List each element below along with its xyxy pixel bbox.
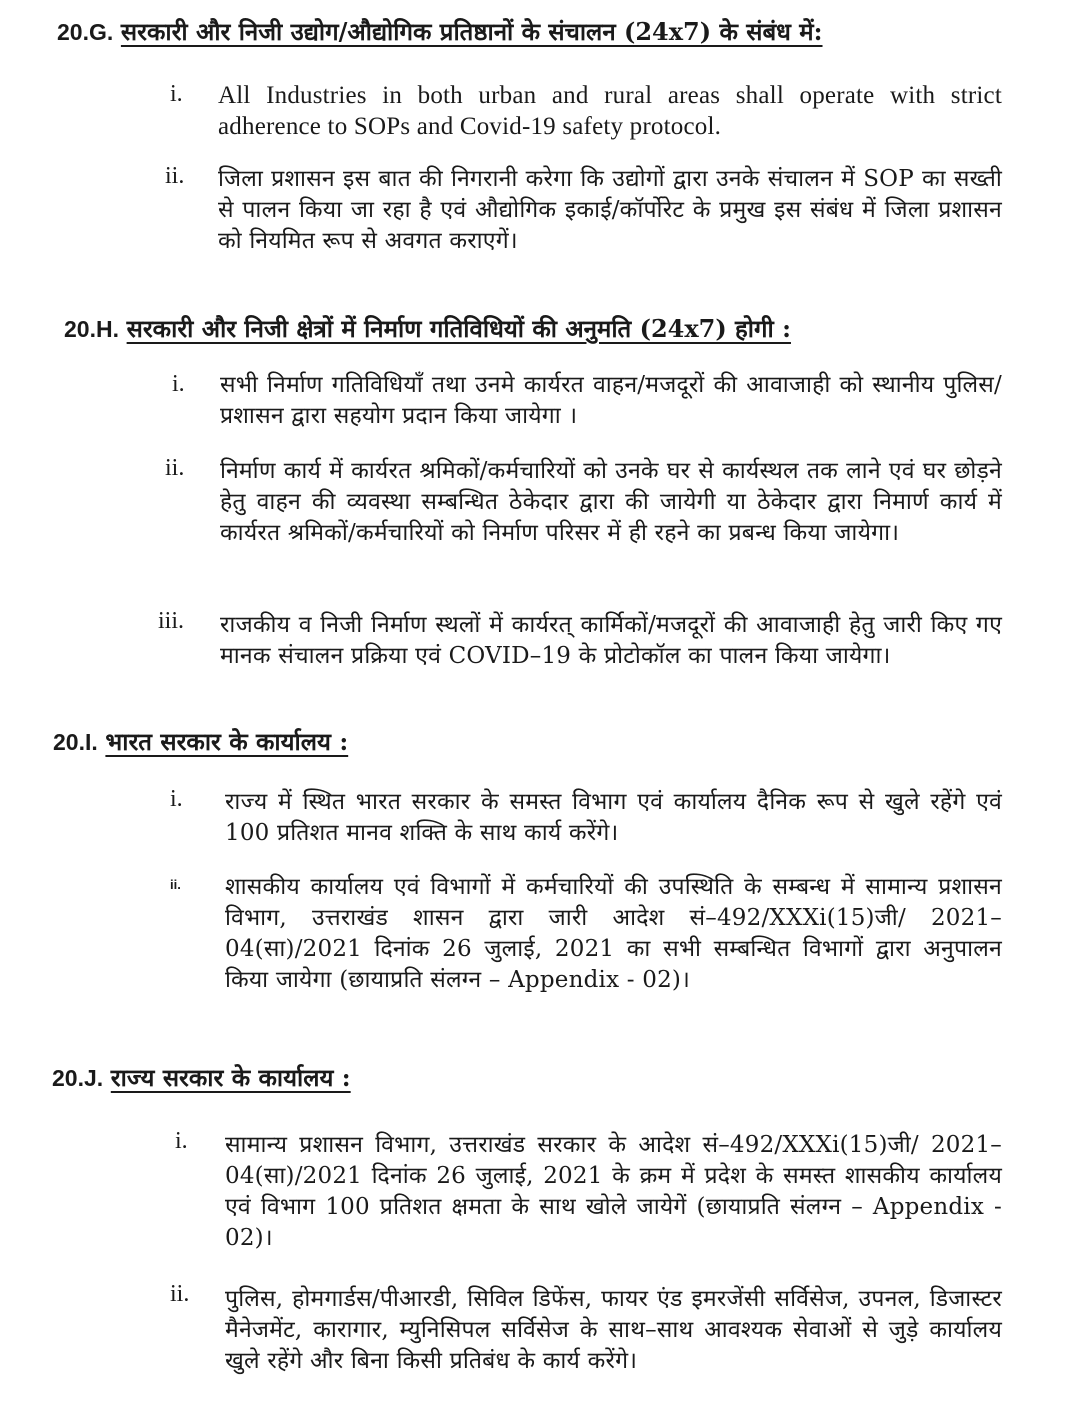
item-text: राजकीय व निजी निर्माण स्थलों में कार्यरत् कार्मिकों/मजदूरों की आवाजाही हेतु जारी किए गए मानक संचालन प्रक्रिया एवं COVID–19 के प्रोटोकॉल का पालन किया जायेगा।: [220, 612, 1002, 669]
item-marker: ii.: [165, 455, 185, 481]
item-marker: i.: [170, 81, 183, 107]
item-text: राज्य में स्थित भारत सरकार के समस्त विभाग एवं कार्यालय दैनिक रूप से खुले रहेंगे एवं 100 प्रतिशत मानव शक्ति के साथ कार्य करेंगे।: [225, 789, 1002, 846]
list-item: [220, 370, 1002, 432]
section-number: 20.G.: [57, 19, 114, 45]
item-text: शासकीय कार्यालय एवं विभागों में कर्मचारियों की उपस्थिति के सम्बन्ध में सामान्य प्रशासन विभाग, उत्तराखंड शासन द्वारा जारी आदेश सं–492/XXXi(15)जी/ 2021–04(सा)/2021 दिनांक 26 जुलाई, 2021 का सभी सम्बन्धित विभागों द्वारा अनुपालन किया जायेगा (छायाप्रति संलग्न – Appendix - 02)।: [225, 874, 1002, 993]
item-marker: ii.: [165, 163, 185, 189]
item-text: निर्माण कार्य में कार्यरत श्रमिकों/कर्मचारियों को उनके घर से कार्यस्थल तक लाने एवं घर छोड़ने हेतु वाहन की व्यवस्था सम्बन्धित ठेकेदार द्वारा की जायेगी या ठेकेदार द्वारा निमार्ण कार्य में कार्यरत श्रमिकों/कर्मचारियों को निर्माण परिसर में ही रहने का प्रबन्ध किया जायेगा।: [220, 458, 1002, 546]
section-title: सरकारी और निजी उद्योग/औद्योगिक प्रतिष्ठानों के संचालन (24x7) के संबंध में:: [120, 17, 823, 46]
list-item: [225, 1284, 1002, 1377]
section-title: राज्य सरकार के कार्यालय :: [110, 1063, 351, 1092]
item-text: पुलिस, होमगार्डस/पीआरडी, सिविल डिफेंस, फायर एंड इमरजेंसी सर्विसेज, उपनल, डिजास्टर मैनेजमेंट, कारागार, म्युनिसिपल सर्विसेज के साथ–साथ आवश्यक सेवाओं से जुड़े कार्यालय खुले रहेंगे और बिना किसी प्रतिबंध के कार्य करेंगे।: [225, 1286, 1002, 1374]
list-item: [218, 164, 1002, 257]
item-marker: ii.: [170, 877, 181, 892]
list-item: [218, 80, 1002, 142]
section-number: 20.H.: [64, 316, 119, 342]
item-text: जिला प्रशासन इस बात की निगरानी करेगा कि उद्योगों द्वारा उनके संचालन में SOP का सख्ती से पालन किया जा रहा है एवं औद्योगिक इकाई/कॉर्पोरेट के प्रमुख इस संबंध में जिला प्रशासन को नियमित रूप से अवगत कराएगें।: [218, 166, 1002, 254]
list-item: [225, 1130, 1002, 1254]
section-title: सरकारी और निजी क्षेत्रों में निर्माण गतिविधियों की अनुमति (24x7) होगी :: [126, 314, 791, 343]
item-text: All Industries in both urban and rural areas shall operate with strict adherence to SOPs and Covid-19 safety protocol.: [218, 82, 1002, 140]
item-text: सभी निर्माण गतिविधियाँ तथा उनमे कार्यरत वाहन/मजदूरों की आवाजाही को स्थानीय पुलिस/प्रशासन द्वारा सहयोग प्रदान किया जायेगा ।: [220, 372, 1002, 429]
section-heading-20j: [52, 1063, 351, 1093]
list-item: [220, 456, 1002, 549]
item-marker: ii.: [170, 1281, 190, 1307]
list-item: [225, 787, 1002, 849]
section-heading-20g: [57, 17, 823, 47]
item-marker: i.: [172, 371, 185, 397]
list-item: [225, 872, 1002, 996]
item-marker: i.: [170, 786, 183, 812]
list-item: [220, 610, 1002, 672]
section-title: भारत सरकार के कार्यालय :: [105, 727, 349, 756]
section-number: 20.J.: [52, 1065, 104, 1091]
item-marker: i.: [175, 1128, 188, 1154]
section-heading-20h: [64, 314, 791, 344]
item-text: सामान्य प्रशासन विभाग, उत्तराखंड सरकार के आदेश सं–492/XXXi(15)जी/ 2021–04(सा)/2021 दिनांक 26 जुलाई, 2021 के क्रम में प्रदेश के समस्त शासकीय कार्यालय एवं विभाग 100 प्रतिशत क्षमता के साथ खोले जायेगें (छायाप्रति संलग्न – Appendix - 02)।: [225, 1132, 1002, 1251]
section-number: 20.I.: [53, 729, 98, 755]
section-heading-20i: [53, 727, 348, 757]
item-marker: iii.: [158, 608, 185, 634]
